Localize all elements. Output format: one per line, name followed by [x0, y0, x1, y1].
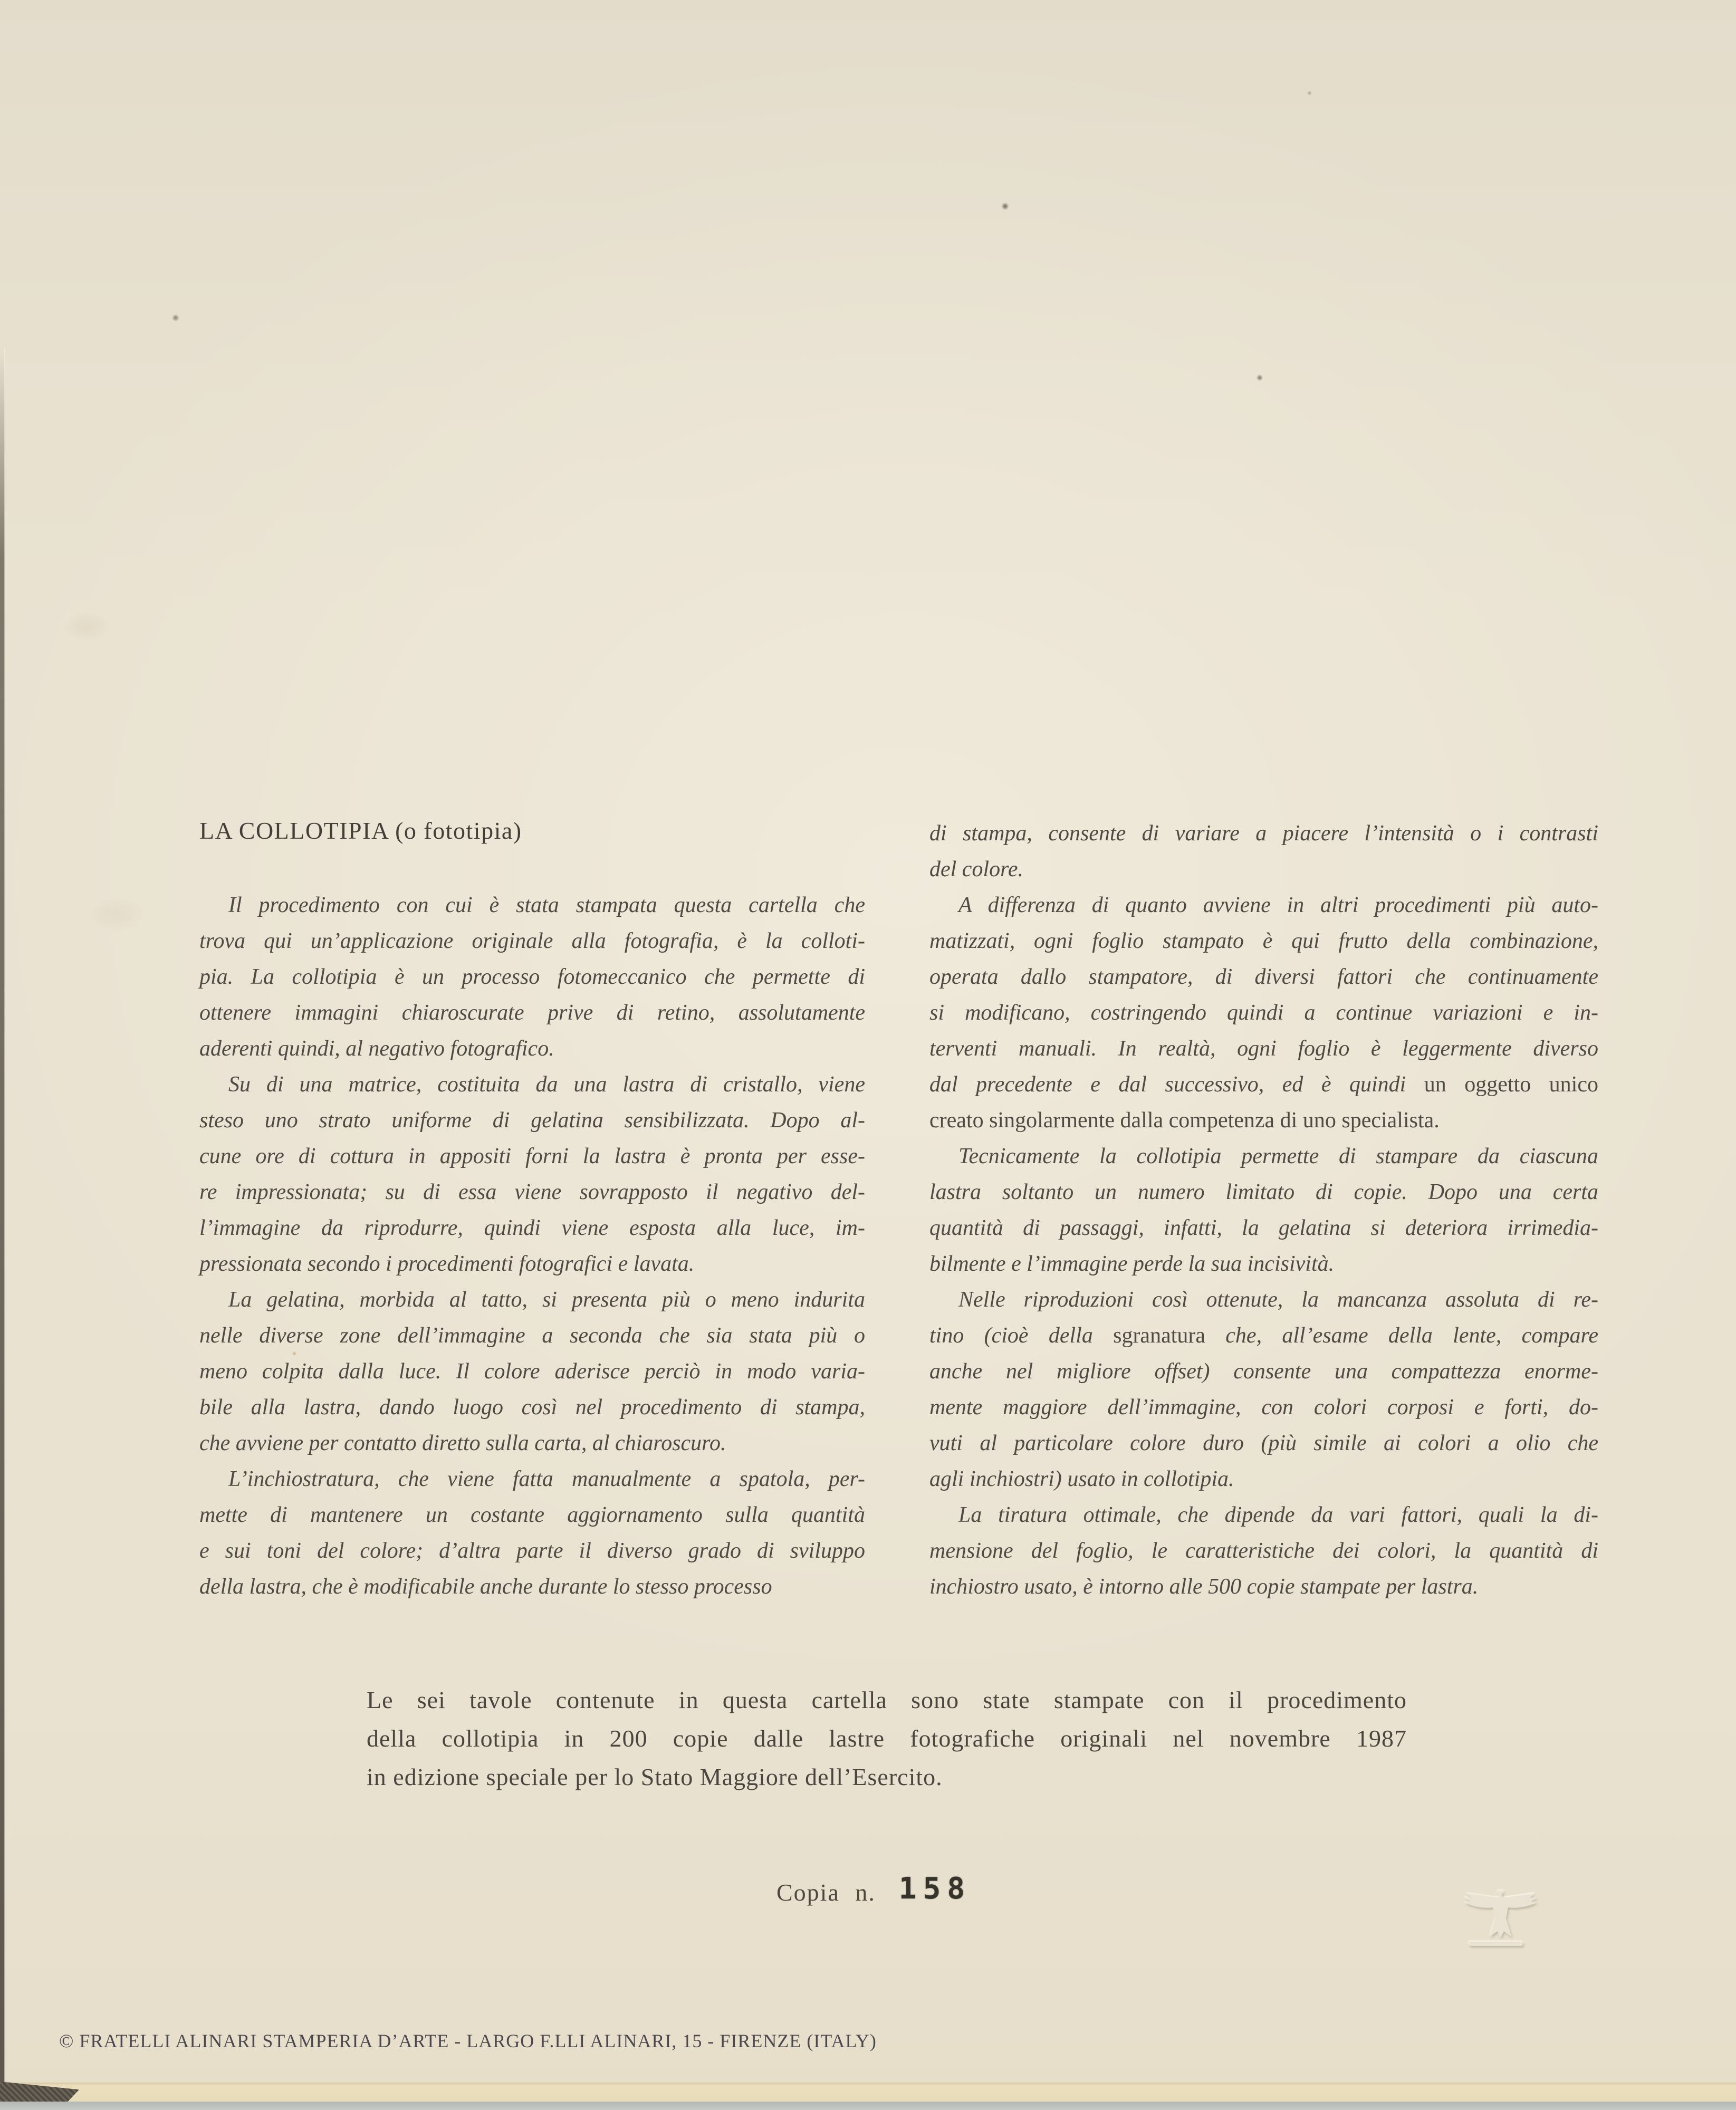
text-line	[199, 923, 865, 959]
italic-text-segment: e sui toni del colore; d’altra parte il diverso grado di sviluppo	[199, 1539, 865, 1563]
text-line	[929, 887, 1598, 923]
text-line	[929, 1246, 1598, 1282]
text-line	[199, 1246, 865, 1282]
text-line	[367, 1719, 1407, 1758]
paragraph	[199, 887, 865, 1067]
copy-number-stamp: 158	[898, 1872, 972, 1906]
italic-text-segment: matizzati, ogni foglio stampato è qui frutto della combinazione,	[929, 929, 1598, 953]
italic-text-segment: anche nel migliore offset) consente una compattezza enorme-	[929, 1359, 1598, 1384]
text-line	[929, 1282, 1598, 1318]
text-line	[929, 1318, 1598, 1354]
italic-text-segment: bilmente e l’immagine perde la sua incisività.	[929, 1252, 1335, 1276]
italic-text-segment: quantità di passaggi, infatti, la gelatina si deteriora irrimedia-	[929, 1216, 1598, 1240]
text-line	[199, 1067, 865, 1102]
italic-text-segment: si modificano, costringendo quindi a continue variazioni e in-	[929, 1001, 1598, 1025]
italic-text-segment: trova qui un’applicazione originale alla fotografia, è la colloti-	[199, 929, 865, 953]
text-line	[199, 1461, 865, 1497]
roman-text-segment: sgranatura	[1113, 1323, 1206, 1348]
text-line	[929, 995, 1598, 1031]
paper-speck	[1307, 91, 1312, 95]
italic-text-segment: meno colpita dalla luce. Il colore aderisce perciò in modo varia-	[199, 1359, 865, 1384]
text-line	[199, 1031, 865, 1067]
text-line	[199, 887, 865, 923]
text-line	[199, 1425, 865, 1461]
italic-text-segment: terventi manuali. In realtà, ogni foglio è leggermente diverso	[929, 1037, 1598, 1061]
italic-text-segment: mente maggiore dell’immagine, con colori corposi e forti, do-	[929, 1395, 1598, 1420]
italic-text-segment: che, all’esame della lente, compare	[1205, 1323, 1598, 1348]
paragraph	[199, 1461, 865, 1605]
backdrop-strip	[0, 2102, 1736, 2110]
italic-text-segment: tino (cioè della	[929, 1323, 1114, 1348]
italic-text-segment: dal precedente e dal successivo, ed è quindi	[929, 1072, 1424, 1097]
italic-text-segment: Nelle riproduzioni così ottenute, la mancanza assoluta di re-	[958, 1288, 1598, 1312]
text-line	[199, 959, 865, 995]
italic-text-segment: inchiostro usato, è intorno alle 500 copie stampate per lastra.	[929, 1575, 1479, 1599]
text-line	[199, 1354, 865, 1389]
paragraph	[367, 1681, 1407, 1796]
text-line	[199, 1282, 865, 1318]
paper-speck	[1001, 203, 1009, 210]
text-line	[929, 1425, 1598, 1461]
paper-smudge	[63, 612, 111, 641]
text-line	[199, 995, 865, 1031]
text-line	[199, 1569, 865, 1605]
paper-speck	[1257, 375, 1263, 381]
paragraph	[199, 1282, 865, 1461]
text-line	[929, 816, 1598, 851]
italic-text-segment: La gelatina, morbida al tatto, si presenta più o meno indurita	[228, 1288, 865, 1312]
text-line	[199, 1210, 865, 1246]
italic-text-segment: nelle diverse zone dell’immagine a seconda che sia stata più o	[199, 1323, 865, 1348]
text-line	[199, 1318, 865, 1354]
text-line	[199, 1533, 865, 1569]
italic-text-segment: di stampa, consente di variare a piacere l’intensità o i contrasti	[929, 821, 1598, 846]
text-line	[929, 1174, 1598, 1210]
italic-text-segment: A differenza di quanto avviene in altri procedimenti più auto-	[958, 893, 1598, 917]
italic-text-segment: l’immagine da riprodurre, quindi viene esposta alla luce, im-	[199, 1216, 865, 1240]
text-line	[199, 1102, 865, 1138]
italic-text-segment: steso uno strato uniforme di gelatina sensibilizzata. Dopo al-	[199, 1108, 865, 1133]
roman-text-segment: creato singolarmente dalla competenza di uno specialista.	[929, 1108, 1440, 1133]
italic-text-segment: Su di una matrice, costituita da una lastra di cristallo, viene	[228, 1072, 865, 1097]
italic-text-segment: Le sei tavole contenute in questa cartella sono state stampate con il procedimento	[367, 1686, 1407, 1713]
italic-text-segment: del colore.	[929, 857, 1024, 881]
text-line	[929, 1210, 1598, 1246]
text-line	[199, 1389, 865, 1425]
italic-text-segment: lastra soltanto un numero limitato di copie. Dopo una certa	[929, 1180, 1598, 1204]
text-line	[199, 1497, 865, 1533]
italic-text-segment: pressionata secondo i procedimenti fotografici e lavata.	[199, 1252, 695, 1276]
paragraph	[929, 1497, 1598, 1605]
text-line	[929, 1461, 1598, 1497]
paragraph	[929, 1138, 1598, 1282]
paper-speck	[292, 1351, 296, 1356]
paragraph	[929, 887, 1598, 1138]
italic-text-segment: della lastra, che è modificabile anche durante lo stesso processo	[199, 1575, 772, 1599]
roman-text-segment: un oggetto unico	[1424, 1072, 1598, 1097]
italic-text-segment: mensione del foglio, le caratteristiche dei colori, la quantità di	[929, 1539, 1598, 1563]
text-line	[199, 1174, 865, 1210]
imprint-line: © FRATELLI ALINARI STAMPERIA D’ARTE - LARGO F.LLI ALINARI, 15 - FIRENZE (ITALY)	[59, 2030, 877, 2051]
italic-text-segment: re impressionata; su di essa viene sovrapposto il negativo del-	[199, 1180, 865, 1204]
italic-text-segment: agli inchiostri) usato in collotipia.	[929, 1467, 1234, 1491]
text-line	[929, 1533, 1598, 1569]
paper-speck	[172, 314, 179, 321]
italic-text-segment: La tiratura ottimale, che dipende da vari fattori, quali la di-	[958, 1503, 1598, 1527]
text-column-right	[929, 816, 1598, 1605]
edition-colophon	[367, 1681, 1407, 1796]
paper-smudge	[87, 897, 145, 932]
text-line	[929, 1102, 1598, 1138]
text-line	[929, 1138, 1598, 1174]
text-line	[929, 1497, 1598, 1533]
eagle-emboss-icon	[1450, 1887, 1542, 1950]
italic-text-segment: Il procedimento con cui è stata stampata questa cartella che	[228, 893, 865, 917]
text-line	[929, 1354, 1598, 1389]
text-line	[199, 1138, 865, 1174]
text-line	[929, 1569, 1598, 1605]
italic-text-segment: cune ore di cottura in appositi forni la lastra è pronta per esse-	[199, 1144, 865, 1168]
text-line	[367, 1758, 1407, 1796]
italic-text-segment: aderenti quindi, al negativo fotografico.	[199, 1037, 554, 1061]
copy-number-label: Copia n.	[776, 1879, 876, 1906]
italic-text-segment: ottenere immagini chiaroscurate prive di retino, assolutamente	[199, 1001, 865, 1025]
italic-text-segment: vuti al particolare colore duro (più simile ai colori a olio che	[929, 1431, 1598, 1455]
page-left-edge	[0, 348, 5, 2085]
text-line	[929, 959, 1598, 995]
text-line	[929, 1031, 1598, 1067]
text-line	[929, 923, 1598, 959]
page-title: LA COLLOTIPIA (o fototipia)	[199, 817, 522, 844]
text-line	[929, 851, 1598, 887]
italic-text-segment: mette di mantenere un costante aggiornamento sulla quantità	[199, 1503, 865, 1527]
under-sheet-edge	[0, 2083, 1736, 2104]
italic-text-segment: pia. La collotipia è un processo fotomeccanico che permette di	[199, 965, 865, 989]
italic-text-segment: Tecnicamente la collotipia permette di stampare da ciascuna	[958, 1144, 1598, 1168]
text-line	[929, 1067, 1598, 1102]
paragraph	[929, 816, 1598, 887]
italic-text-segment: L’inchiostratura, che viene fatta manualmente a spatola, per-	[228, 1467, 865, 1491]
text-line	[929, 1389, 1598, 1425]
paragraph	[199, 1067, 865, 1282]
italic-text-segment: operata dallo stampatore, di diversi fattori che continuamente	[929, 965, 1598, 989]
italic-text-segment: della collotipia in 200 copie dalle lastre fotografiche originali nel novembre 1987	[367, 1725, 1407, 1752]
italic-text-segment: in edizione speciale per lo Stato Maggiore dell’Esercito.	[367, 1763, 943, 1790]
text-column-left	[199, 887, 865, 1605]
copy-number-line	[776, 1874, 971, 1908]
paragraph	[929, 1282, 1598, 1497]
italic-text-segment: che avviene per contatto diretto sulla carta, al chiaroscuro.	[199, 1431, 726, 1455]
text-line	[367, 1681, 1407, 1719]
italic-text-segment: bile alla lastra, dando luogo così nel procedimento di stampa,	[199, 1395, 865, 1420]
